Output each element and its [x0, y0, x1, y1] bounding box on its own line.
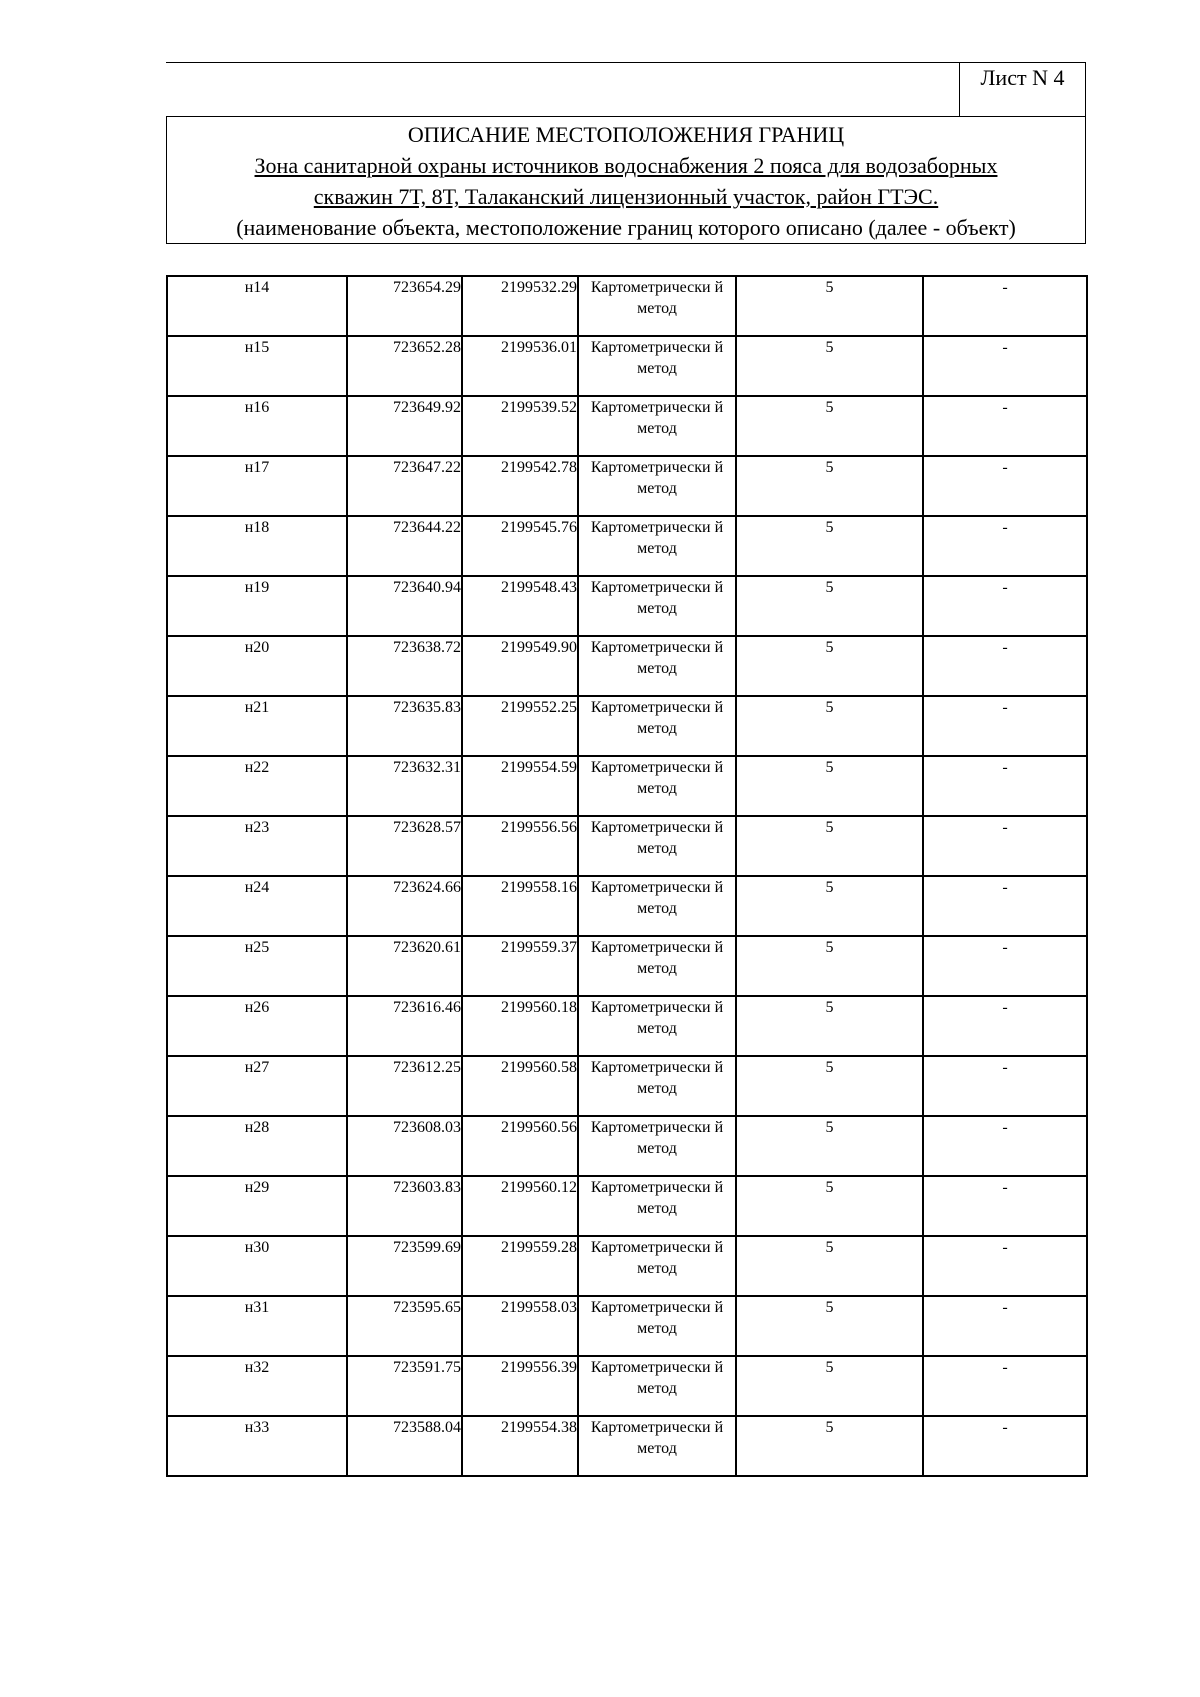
point-description: -: [923, 1176, 1087, 1236]
precision-value: 5: [736, 1116, 923, 1176]
point-name: н17: [167, 456, 347, 516]
document-title-block: [166, 116, 1086, 244]
precision-value: 5: [736, 636, 923, 696]
determination-method: Картометрически й метод: [578, 576, 736, 636]
point-description: -: [923, 396, 1087, 456]
boundary-coordinates-table: [166, 275, 1088, 1477]
object-name-line-2: скважин 7Т, 8Т, Талаканский лицензионный участок, район ГТЭС.: [313, 184, 939, 209]
table-row: [167, 1176, 1087, 1236]
coordinate-x: 723647.22: [347, 456, 462, 516]
coordinate-y: 2199548.43: [462, 576, 578, 636]
coordinate-y: 2199558.16: [462, 876, 578, 936]
table-row: [167, 1116, 1087, 1176]
coordinate-y: 2199559.28: [462, 1236, 578, 1296]
coordinate-y: 2199554.38: [462, 1416, 578, 1476]
precision-value: 5: [736, 336, 923, 396]
coordinate-x: 723638.72: [347, 636, 462, 696]
determination-method: Картометрически й метод: [578, 396, 736, 456]
precision-value: 5: [736, 276, 923, 336]
table-row: [167, 1416, 1087, 1476]
determination-method: Картометрически й метод: [578, 336, 736, 396]
point-name: н24: [167, 876, 347, 936]
determination-method: Картометрически й метод: [578, 456, 736, 516]
point-name: н16: [167, 396, 347, 456]
coordinate-x: 723628.57: [347, 816, 462, 876]
precision-value: 5: [736, 1356, 923, 1416]
coordinate-x: 723649.92: [347, 396, 462, 456]
coordinate-x: 723599.69: [347, 1236, 462, 1296]
coordinate-y: 2199552.25: [462, 696, 578, 756]
point-description: -: [923, 816, 1087, 876]
point-description: -: [923, 876, 1087, 936]
point-name: н18: [167, 516, 347, 576]
determination-method: Картометрически й метод: [578, 816, 736, 876]
coordinate-y: 2199560.56: [462, 1116, 578, 1176]
coordinate-y: 2199560.18: [462, 996, 578, 1056]
determination-method: Картометрически й метод: [578, 936, 736, 996]
point-description: -: [923, 756, 1087, 816]
point-name: н29: [167, 1176, 347, 1236]
point-name: н15: [167, 336, 347, 396]
coordinate-x: 723644.22: [347, 516, 462, 576]
point-name: н31: [167, 1296, 347, 1356]
coordinate-x: 723632.31: [347, 756, 462, 816]
precision-value: 5: [736, 996, 923, 1056]
point-description: -: [923, 456, 1087, 516]
determination-method: Картометрически й метод: [578, 876, 736, 936]
coordinate-x: 723588.04: [347, 1416, 462, 1476]
point-name: н20: [167, 636, 347, 696]
coordinate-y: 2199554.59: [462, 756, 578, 816]
coordinate-x: 723624.66: [347, 876, 462, 936]
determination-method: Картометрически й метод: [578, 756, 736, 816]
coordinate-y: 2199560.12: [462, 1176, 578, 1236]
precision-value: 5: [736, 1296, 923, 1356]
point-name: н30: [167, 1236, 347, 1296]
determination-method: Картометрически й метод: [578, 1236, 736, 1296]
table-row: [167, 936, 1087, 996]
table-row: [167, 636, 1087, 696]
precision-value: 5: [736, 396, 923, 456]
point-name: н22: [167, 756, 347, 816]
table-row: [167, 1236, 1087, 1296]
table-row: [167, 456, 1087, 516]
point-description: -: [923, 996, 1087, 1056]
point-description: -: [923, 276, 1087, 336]
determination-method: Картометрически й метод: [578, 1416, 736, 1476]
coordinate-x: 723608.03: [347, 1116, 462, 1176]
point-description: -: [923, 1296, 1087, 1356]
point-name: н19: [167, 576, 347, 636]
point-description: -: [923, 516, 1087, 576]
coordinate-y: 2199560.58: [462, 1056, 578, 1116]
point-name: н26: [167, 996, 347, 1056]
precision-value: 5: [736, 1416, 923, 1476]
coordinate-x: 723654.29: [347, 276, 462, 336]
coordinate-y: 2199556.56: [462, 816, 578, 876]
coordinate-y: 2199532.29: [462, 276, 578, 336]
determination-method: Картометрически й метод: [578, 696, 736, 756]
point-description: -: [923, 1356, 1087, 1416]
coordinate-y: 2199558.03: [462, 1296, 578, 1356]
coordinate-x: 723635.83: [347, 696, 462, 756]
precision-value: 5: [736, 1056, 923, 1116]
sheet-header-row: [166, 62, 1086, 116]
table-row: [167, 756, 1087, 816]
table-row: [167, 276, 1087, 336]
table-row: [167, 1296, 1087, 1356]
determination-method: Картометрически й метод: [578, 276, 736, 336]
determination-method: Картометрически й метод: [578, 1116, 736, 1176]
table-body: [167, 276, 1087, 1476]
point-name: н25: [167, 936, 347, 996]
coordinate-x: 723595.65: [347, 1296, 462, 1356]
point-description: -: [923, 1056, 1087, 1116]
point-name: н21: [167, 696, 347, 756]
precision-value: 5: [736, 1236, 923, 1296]
precision-value: 5: [736, 876, 923, 936]
coordinate-x: 723612.25: [347, 1056, 462, 1116]
coordinate-x: 723620.61: [347, 936, 462, 996]
precision-value: 5: [736, 756, 923, 816]
precision-value: 5: [736, 1176, 923, 1236]
document-title: ОПИСАНИЕ МЕСТОПОЛОЖЕНИЯ ГРАНИЦ: [407, 122, 845, 147]
precision-value: 5: [736, 516, 923, 576]
coordinate-x: 723652.28: [347, 336, 462, 396]
coordinate-x: 723591.75: [347, 1356, 462, 1416]
table-row: [167, 996, 1087, 1056]
point-description: -: [923, 1236, 1087, 1296]
precision-value: 5: [736, 456, 923, 516]
sheet-number: Лист N 4: [959, 63, 1086, 117]
coordinate-y: 2199549.90: [462, 636, 578, 696]
table-row: [167, 336, 1087, 396]
precision-value: 5: [736, 816, 923, 876]
point-description: -: [923, 1416, 1087, 1476]
table-row: [167, 1356, 1087, 1416]
determination-method: Картометрически й метод: [578, 1176, 736, 1236]
coordinate-y: 2199539.52: [462, 396, 578, 456]
determination-method: Картометрически й метод: [578, 996, 736, 1056]
point-name: н33: [167, 1416, 347, 1476]
determination-method: Картометрически й метод: [578, 1056, 736, 1116]
determination-method: Картометрически й метод: [578, 516, 736, 576]
point-name: н32: [167, 1356, 347, 1416]
coordinate-y: 2199545.76: [462, 516, 578, 576]
object-name-line-1: Зона санитарной охраны источников водоснабжения 2 пояса для водозаборных: [254, 153, 998, 178]
table-row: [167, 396, 1087, 456]
point-description: -: [923, 1116, 1087, 1176]
precision-value: 5: [736, 696, 923, 756]
coordinate-x: 723640.94: [347, 576, 462, 636]
point-name: н23: [167, 816, 347, 876]
coordinate-x: 723603.83: [347, 1176, 462, 1236]
coordinate-y: 2199536.01: [462, 336, 578, 396]
coordinate-y: 2199542.78: [462, 456, 578, 516]
point-name: н27: [167, 1056, 347, 1116]
table-row: [167, 696, 1087, 756]
point-description: -: [923, 336, 1087, 396]
precision-value: 5: [736, 576, 923, 636]
point-description: -: [923, 936, 1087, 996]
object-caption: (наименование объекта, местоположение границ которого описано (далее - объект): [236, 215, 1016, 240]
point-name: н28: [167, 1116, 347, 1176]
precision-value: 5: [736, 936, 923, 996]
determination-method: Картометрически й метод: [578, 1356, 736, 1416]
coordinate-y: 2199559.37: [462, 936, 578, 996]
point-description: -: [923, 636, 1087, 696]
determination-method: Картометрически й метод: [578, 1296, 736, 1356]
point-description: -: [923, 576, 1087, 636]
point-description: -: [923, 696, 1087, 756]
coordinate-y: 2199556.39: [462, 1356, 578, 1416]
table-row: [167, 576, 1087, 636]
table-row: [167, 876, 1087, 936]
coordinate-x: 723616.46: [347, 996, 462, 1056]
table-row: [167, 816, 1087, 876]
point-name: н14: [167, 276, 347, 336]
table-row: [167, 516, 1087, 576]
table-row: [167, 1056, 1087, 1116]
determination-method: Картометрически й метод: [578, 636, 736, 696]
